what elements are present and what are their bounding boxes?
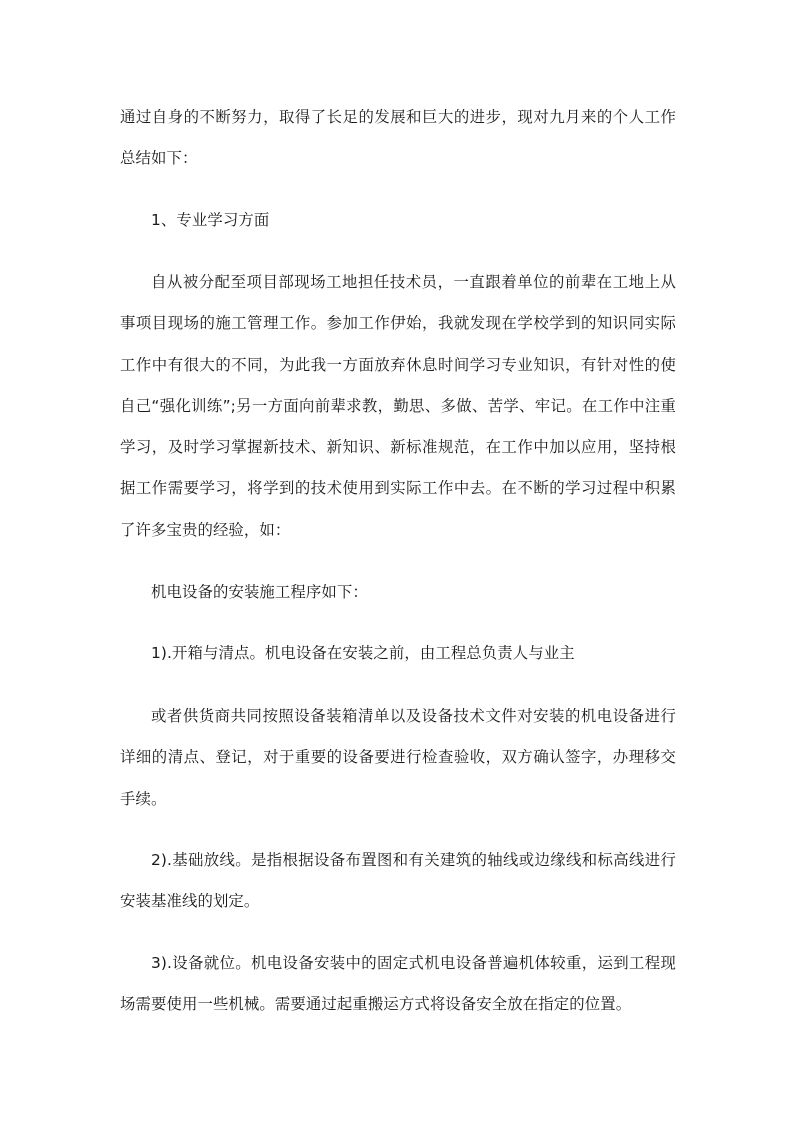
paragraph-step-1: 1).开箱与清点。机电设备在安装之前，由工程总负责人与业主 — [151, 644, 575, 662]
section-heading-study: 1、专业学习方面 — [151, 211, 270, 229]
paragraph-step-2: 2).基础放线。是指根据设备布置图和有关建筑的轴线或边缘线和标高线进行安装基准线的划定。 — [120, 851, 676, 911]
paragraph-intro: 通过自身的不断努力，取得了长足的发展和巨大的进步，现对九月来的个人工作总结如下： — [120, 108, 676, 168]
paragraph-procedure-intro: 机电设备的安装施工程序如下： — [151, 583, 368, 601]
paragraph-study: 自从被分配至项目部现场工地担任技术员，一直跟着单位的前辈在工地上从事项目现场的施工管理工作。参加工作伊始，我就发现在学校学到的知识同实际工作中有很大的不同，为此我一方面放弃休息时间学习专业知识，有针对性的使自己“强化训练”;另一方面向前辈求教，勤思、多做、苦学、牢记。在工作中注重学习，及时学习掌握新技术、新知识、新标准规范，在工作中加以应用，坚持根据工作需要学习，将学到的技术使用到实际工作中去。在不断的学习过程中积累了许多宝贵的经验，如： — [120, 273, 676, 539]
paragraph-step-3: 3).设备就位。机电设备安装中的固定式机电设备普遍机体较重，运到工程现场需要使用一些机械。需要通过起重搬运方式将设备安全放在指定的位置。 — [120, 954, 676, 1014]
paragraph-step-1-continued: 或者供货商共同按照设备装箱清单以及设备技术文件对安装的机电设备进行详细的清点、登记，对于重要的设备要进行检查验收，双方确认签字，办理移交手续。 — [120, 707, 676, 808]
